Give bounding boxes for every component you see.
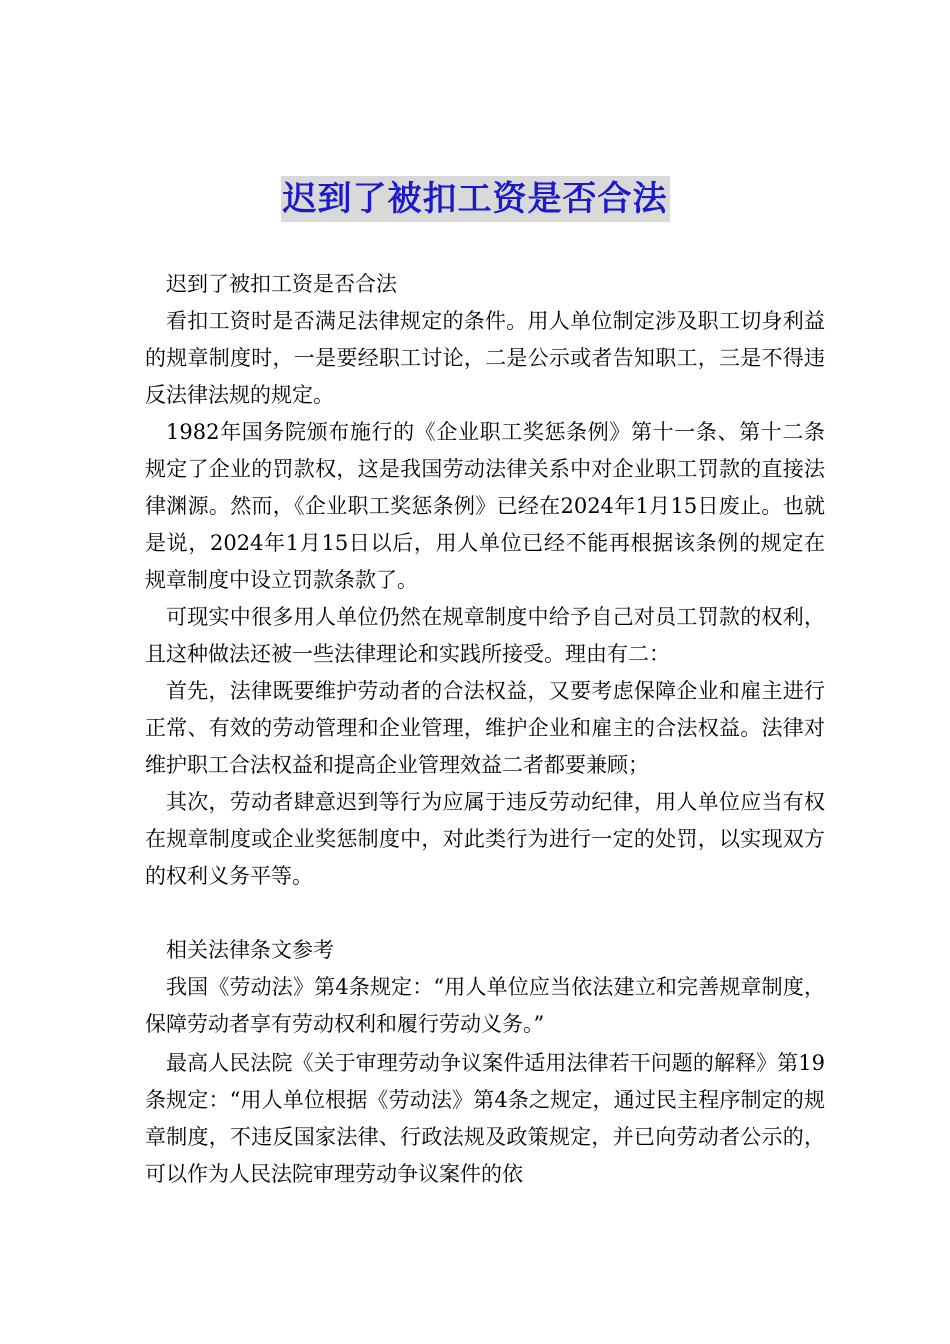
paragraph: 看扣工资时是否满足法律规定的条件。用人单位制定涉及职工切身利益的规章制度时，一是要经职工讨论，二是公示或者告知职工，三是不得违反法律法规的规定。 <box>145 309 825 407</box>
title-container <box>0 176 950 222</box>
section-heading: 相关法律条文参考 <box>166 938 334 962</box>
paragraph: 最高人民法院《关于审理劳动争议案件适用法律若干问题的解释》第19条规定：“用人单位根据《劳动法》第4条之规定，通过民主程序制定的规章制度，不违反国家法律、行政法规及政策规定，并已向劳动者公示的，可以作为人民法院审理劳动争议案件的依 <box>145 1051 825 1186</box>
paragraph: 1982年国务院颁布施行的《企业职工奖惩条例》第十一条、第十二条规定了企业的罚款权，这是我国劳动法律关系中对企业职工罚款的直接法律渊源。然而，《企业职工奖惩条例》已经在2024年1月15日废止。也就是说，2024年1月15日以后，用人单位已经不能再根据该条例的规定在规章制度中设立罚款条款了。 <box>145 420 825 592</box>
paragraph: 其次，劳动者肆意迟到等行为应属于违反劳动纪律，用人单位应当有权在规章制度或企业奖惩制度中，对此类行为进行一定的处罚，以实现双方的权利义务平等。 <box>145 790 825 888</box>
paragraph-heading: 迟到了被扣工资是否合法 <box>166 272 397 296</box>
document-title: 迟到了被扣工资是否合法 <box>281 176 670 222</box>
document-body <box>145 266 825 1193</box>
paragraph: 我国《劳动法》第4条规定：“用人单位应当依法建立和完善规章制度，保障劳动者享有劳动权利和履行劳动义务。” <box>145 975 825 1036</box>
paragraph: 首先，法律既要维护劳动者的合法权益，又要考虑保障企业和雇主进行正常、有效的劳动管理和企业管理，维护企业和雇主的合法权益。法律对维护职工合法权益和提高企业管理效益二者都要兼顾； <box>145 679 825 777</box>
paragraph: 可现实中很多用人单位仍然在规章制度中给予自己对员工罚款的权利，且这种做法还被一些法律理论和实践所接受。理由有二： <box>145 605 825 666</box>
